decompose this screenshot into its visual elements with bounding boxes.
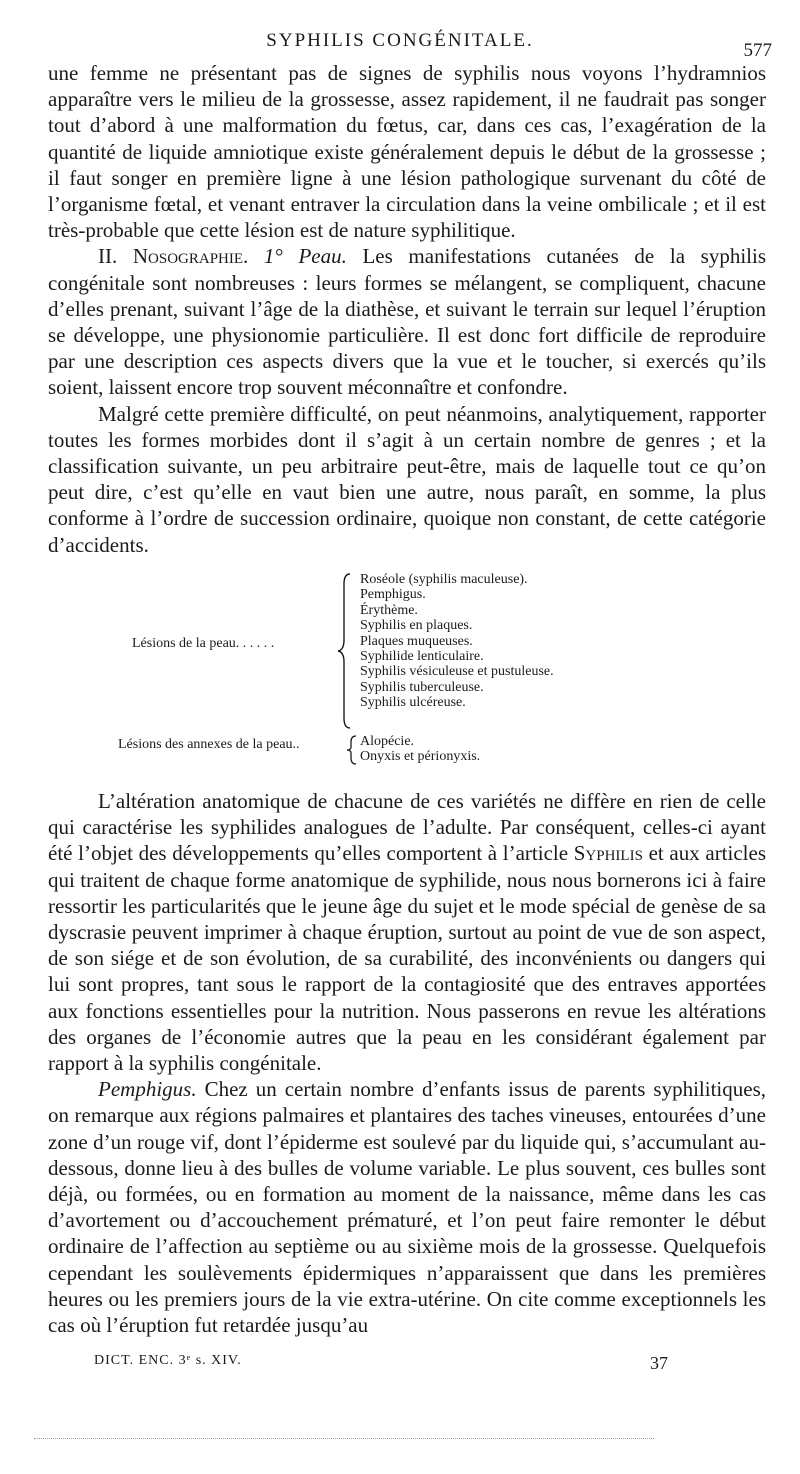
nosographie-text: Les manifestations cutanées de la syphilis congénitale sont nombreuses : leurs formes se mélangent, se compliquent, chacune d’elles prenant, suivant l’âge de la diathèse, et suivant le terrain sur lequel l’éruption se développe, une physionomie particulière. Il est donc fort difficile de reproduire par une description ces aspects divers que la vue et le toucher, si exercés qu’ils soient, laissent encore trop souvent méconnaître et confondre. [48, 244, 766, 400]
list-item: Alopécie. [360, 734, 415, 749]
paragraph-nosographie [48, 243, 766, 400]
paragraph-hydramnios: une femme ne présentant pas de signes de syphilis nous voyons l’hydramnios apparaître vers le milieu de la grossesse, assez rapidement, il ne faudrait pas songer tout d’abord à une malformation du fœtus, car, dans ces cas, l’exagération de la quantité de liquide amniotique existe généralement depuis le début de la grossesse ; il faut songer en première ligne à une lésion pathologique survenant du côté de l’organisme fœtal, et venant entraver la circulation dans la veine ombilicale ; et il est très-probable que cette lésion est de nature syphilitique. [48, 61, 766, 243]
running-title: SYPHILIS CONGÉNITALE. [266, 30, 534, 51]
list-item: Plaques muqueuses. [360, 633, 473, 649]
top-text-block [48, 60, 766, 558]
annex-brace-icon [344, 734, 360, 766]
alteration-text-end: et aux articles qui traitent de chaque forme anatomique de syphilide, nous nous bornerons ici à faire ressortir les particularités que le jeune âge du sujet et le mode spécial de genèse de sa dyscrasie peuvent imprimer à chaque éruption, surtout au point de vue de son aspect, de son siége et de son évolution, de sa curabilité, des inconvénients ou dangers qui lui sont propres, tant sous le rapport de la contagiosité que des entraves apportées aux fonctions essentielles pour la nutrition. Nous passerons en revue les altérations des organes de l’économie autres que la peau en les considérant également par rapport à la syphilis congénitale. [48, 841, 767, 1076]
paragraph-alteration [48, 788, 766, 1076]
annex-lesions-label: Lésions des annexes de la peau.. [118, 737, 300, 752]
list-item: Syphilis ulcéreuse. [360, 695, 466, 711]
list-item: Onyxis et périonyxis. [360, 749, 481, 765]
list-item: Érythème. [360, 602, 418, 618]
alteration-text-start: L’altération anatomique de chacune de ces variétés ne diffère en rien de celle qui caractérise les syphilides analogues de l’adulte. Par conséquent, celles-ci ayant été l’objet des développements qu’elles comportent à l’article [48, 789, 766, 866]
pemphigus-heading: Pemphigus. [98, 1077, 197, 1102]
paragraph-malgre: Malgré cette première difficulté, on peut néanmoins, analytiquement, rapporter toutes les formes morbides dont il s’agit à un certain nombre de genres ; et la classification suivante, un peu arbitraire peut-être, mais de laquelle tout ce qu’on peut dire, c’est qu’elle en vaut bien une autre, nous paraît, en somme, la plus conforme à l’ordre de succession ordinaire, quoique non constant, de cette catégorie d’accidents. [48, 401, 766, 557]
section-heading: II. Nosographie. [98, 244, 249, 269]
list-item: Syphilide lenticulaire. [360, 649, 484, 665]
list-item: Syphilis tuberculeuse. [360, 679, 484, 695]
skin-lesions-label: Lésions de la peau. . . . . . [132, 636, 275, 651]
paragraph-pemphigus [48, 1076, 766, 1338]
skin-lesions-list [360, 572, 554, 711]
list-item: Syphilis vésiculeuse et pustuleuse. [360, 664, 554, 680]
footer-signature: 37 [650, 1353, 668, 1373]
annex-lesions-list [360, 734, 480, 765]
subsection-heading: 1° Peau. [263, 244, 347, 269]
bottom-divider [34, 1438, 654, 1439]
list-item: Pemphigus. [360, 587, 426, 603]
page-number: 577 [743, 40, 772, 61]
bottom-text-block [48, 788, 766, 1338]
list-item: Syphilis en plaques. [360, 618, 473, 634]
cross-reference: Syphilis [573, 841, 643, 866]
pemphigus-text: Chez un certain nombre d’enfants issus de parents syphilitiques, on remarque aux régions palmaires et plantaires des taches vineuses, entourées d’une zone d’un rouge vif, dont l’épiderme est soulevé par du liquide qui, s’accumulant au-dessous, donne lieu à des bulles de volume variable. Le plus souvent, ces bulles sont déjà, ou formées, ou en formation au moment de la naissance, même dans les cas d’avortement ou d’accouchement prématuré, et l’on peut faire remonter le début ordinaire de l’affection au septième ou au sixième mois de la grossesse. Quelquefois cependant les soulèvements épidermiques n’apparaissent que dans les premières heures ou les premiers jours de la vie extra-utérine. On cite comme exceptionnels les cas où l’éruption fut retardée jusqu’au [48, 1077, 766, 1338]
skin-brace-icon [336, 572, 358, 730]
footer-source: DICT. ENC. 3ᵉ s. XIV. [94, 1353, 242, 1368]
list-item: Roséole (syphilis maculeuse). [360, 572, 528, 587]
